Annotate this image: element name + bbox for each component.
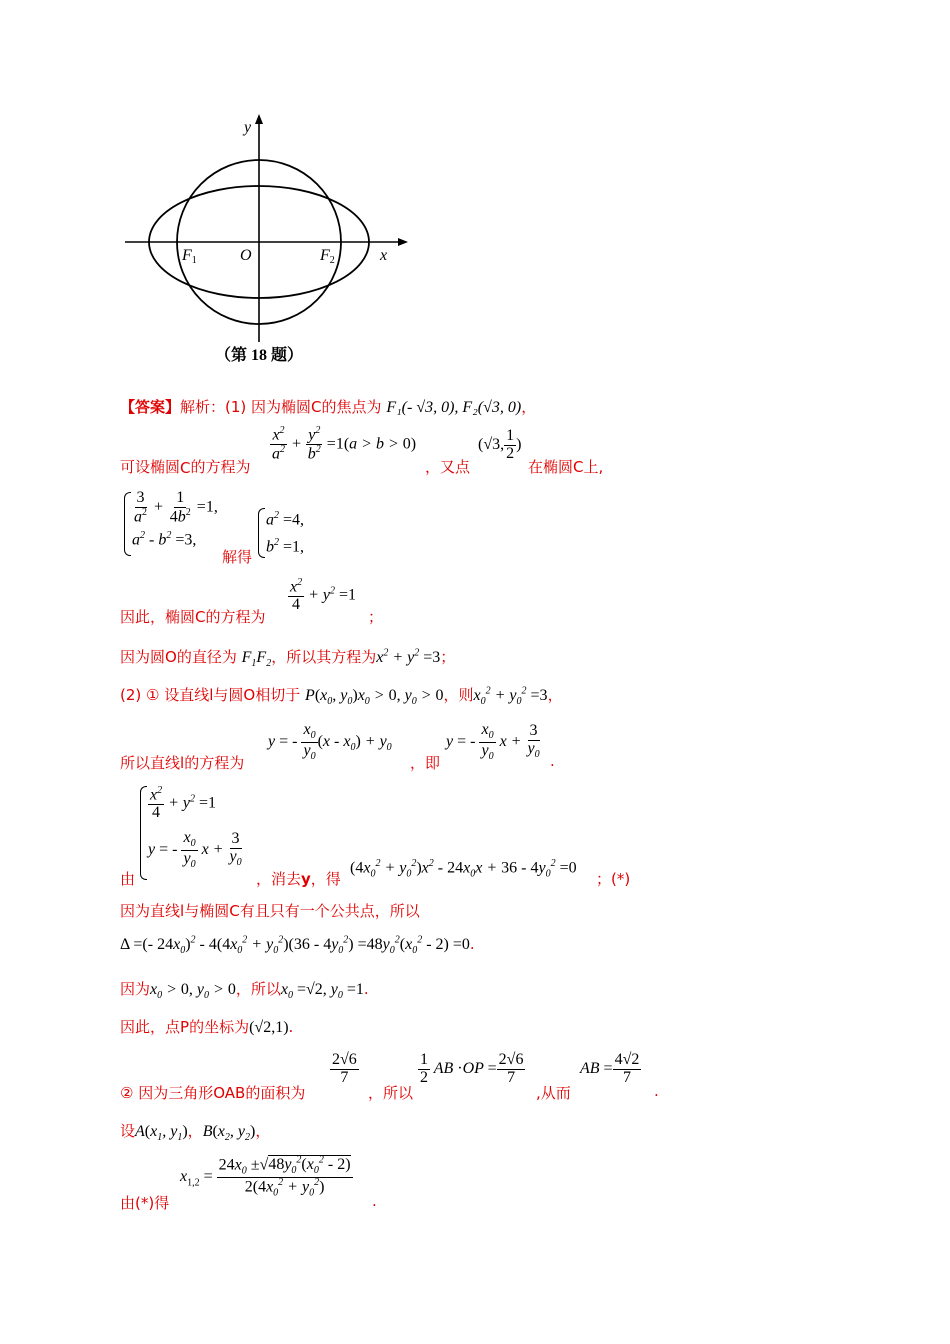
line12-end: . [288, 1018, 294, 1036]
line7-text: 所以直线l的方程为 [120, 754, 245, 772]
circle-name: O [243, 686, 256, 704]
line4-text: 因此，椭圆C的方程为 [120, 608, 266, 626]
point-b: $B(x_2$, $y_2$) [202, 1123, 256, 1144]
eq-quad: $(4x_0^2 + y_0^2)x^2 - 24x_0x + 36 - 4y_0^2 =0$ [350, 858, 577, 880]
line15-end: . [372, 1192, 377, 1210]
line11-end: . [363, 980, 369, 998]
line5-end: ； [440, 648, 456, 666]
point-on-ellipse: (√3, $\frac{1}{2}$ ) [478, 427, 522, 462]
comma: ， [521, 398, 537, 416]
eq-area: $\frac{1}{2}$ AB ·OP = $\frac{2√6}{7}$ [420, 1051, 524, 1086]
system1-brace [124, 492, 131, 556]
line12-text-a: 因此，点 [120, 1018, 181, 1036]
ellipse-name: C [311, 398, 322, 416]
figure-caption: （第 18 题） [215, 347, 304, 364]
f1-label: F1 [182, 247, 197, 266]
line-name: l [180, 902, 185, 920]
line11-text-a: 因为 [120, 980, 151, 998]
ellipse-name: C [180, 459, 191, 477]
y-axis-arrow [255, 114, 263, 124]
line2-text-a: 可设椭圆 [120, 458, 181, 476]
line15-text: 由(*)得 [120, 1194, 170, 1212]
by-word: 由 [120, 870, 136, 888]
line2-text-b: 的方程为 [190, 458, 251, 476]
coord-p: (√2,1) [249, 1019, 289, 1036]
x-axis-label: x [380, 247, 388, 264]
line6-text-a: (2) ① 设直线 [120, 686, 210, 704]
system2-brace [258, 508, 265, 558]
eq-roots: $x_{1,2}$ = $\frac{24x_0 \pm√48y_0^2(x_0^2 - 2)}{2(4x_0^2 + y_0^2)}$ [180, 1155, 351, 1199]
cond-positive: $x_0 > 0$, $y_0 > 0$ [150, 981, 236, 1002]
point-a: $A(x_1$, $y_1$) [135, 1123, 188, 1144]
line6-text-c: 相切于 [255, 686, 301, 704]
sol-xy: $x_0 =√2$, $y_0 =1$ [280, 981, 364, 1002]
eq-line2: y = - $\frac{x_0}{y_0}$ x + $\frac{3}{y_0}$ [446, 721, 540, 762]
line5-text-b: 的直径为 [176, 648, 237, 666]
line8-text: ，消去y，得 [256, 870, 341, 888]
f2-label: F2 [320, 247, 335, 266]
foci-math: F₁(- √3, 0), F₂(√3, 0) [386, 399, 522, 416]
figure-ellipse-circle [120, 110, 410, 370]
line9-text-b: 与椭圆 [184, 902, 230, 920]
solve-word: 解得 [222, 548, 253, 566]
line8-end: ；(*) [596, 870, 631, 888]
ellipse-name: C [229, 902, 240, 920]
eq-ab: AB = $\frac{4√2}{7}$ [580, 1051, 640, 1086]
system3: $\frac{x^2}{4}$ + $y^2 =1$ y = - $\frac{x_0}{y_0}$ x + $\frac{3}{y_0}$ [148, 785, 242, 870]
eq-ellipse-general: $\frac{x^2}{a^2}$ + $\frac{y^2}{b^2}$ =1(a > b > 0) [272, 425, 417, 463]
area-value: $\frac{2√6}{7}$ [332, 1051, 357, 1086]
line13-end: . [654, 1082, 659, 1100]
line2-text-c: ，又点 [425, 458, 471, 476]
line10-end: . [469, 935, 475, 953]
line7-text-c: ，即 [410, 754, 441, 772]
system3-brace [140, 786, 147, 880]
line6-end: ， [547, 686, 563, 704]
line13-text-c: ，所以 [368, 1084, 414, 1102]
eq-ellipse: $\frac{x^2}{4}$ + $y^2 =1$ [290, 577, 357, 614]
line9-text-c: 有且只有一个公共点，所以 [239, 902, 420, 920]
x-axis-arrow [398, 238, 408, 246]
line5-text-c: ，所以其方程为 [271, 648, 377, 666]
y-axis-label: y [244, 119, 252, 136]
f1f2: $F_1F_2$ [241, 649, 272, 670]
intro-text: 解析：(1) 因为椭圆 [180, 398, 312, 416]
eq-circle: $x^2 + y^2 =3$ [376, 647, 441, 666]
line5-text-a: 因为圆 [120, 648, 166, 666]
line2-text-d: 在椭圆C上, [528, 458, 604, 476]
line4-end: ； [368, 608, 384, 626]
answer-tag: 【答案】 [120, 398, 181, 416]
line-name: l [209, 686, 214, 704]
circle-name: O [165, 648, 177, 666]
line13-text-d: ,从而 [536, 1084, 571, 1102]
line6-text-b: 与圆 [213, 686, 244, 704]
line7-end: . [550, 752, 555, 770]
eq-p-on-circle: $x_0^2 + y_0^2 =3$ [473, 685, 548, 708]
line6-text-d: ，则 [443, 686, 474, 704]
foci-text: 的焦点为 [321, 398, 382, 416]
origin-label: O [240, 247, 252, 264]
line14-text-a: 设 [120, 1122, 136, 1140]
line9-text-a: 因为直线 [120, 902, 181, 920]
eq-line1: y = - $\frac{x_0}{y_0}$ $(x - x_0) + y_0$ [268, 721, 392, 762]
system2: $a^2 =4$, $b^2 =1$, [266, 510, 305, 556]
tangent-point: $P(x_0$, $y_0)x_0 > 0$, $y_0 > 0$ [305, 687, 444, 708]
system1: $\frac{3}{a^2}$ + $\frac{1}{4b^2}$ =1, $a^2 - b^2 =3$, [132, 489, 218, 549]
point-name: P [180, 1018, 190, 1036]
line11-text-b: ，所以 [235, 980, 281, 998]
line14-end: ， [255, 1122, 271, 1140]
line14-text-b: ， [187, 1122, 203, 1140]
eq-delta: Δ =(- $24x_0)^2 - 4(4x_0^2 + y_0^2)(36 - 4y_0^2) =48y_0^2(x_0^2 - 2) =0$ [120, 934, 470, 957]
line13-text: ② 因为三角形OAB的面积为 [120, 1084, 306, 1102]
line12-text-b: 的坐标为 [189, 1018, 250, 1036]
